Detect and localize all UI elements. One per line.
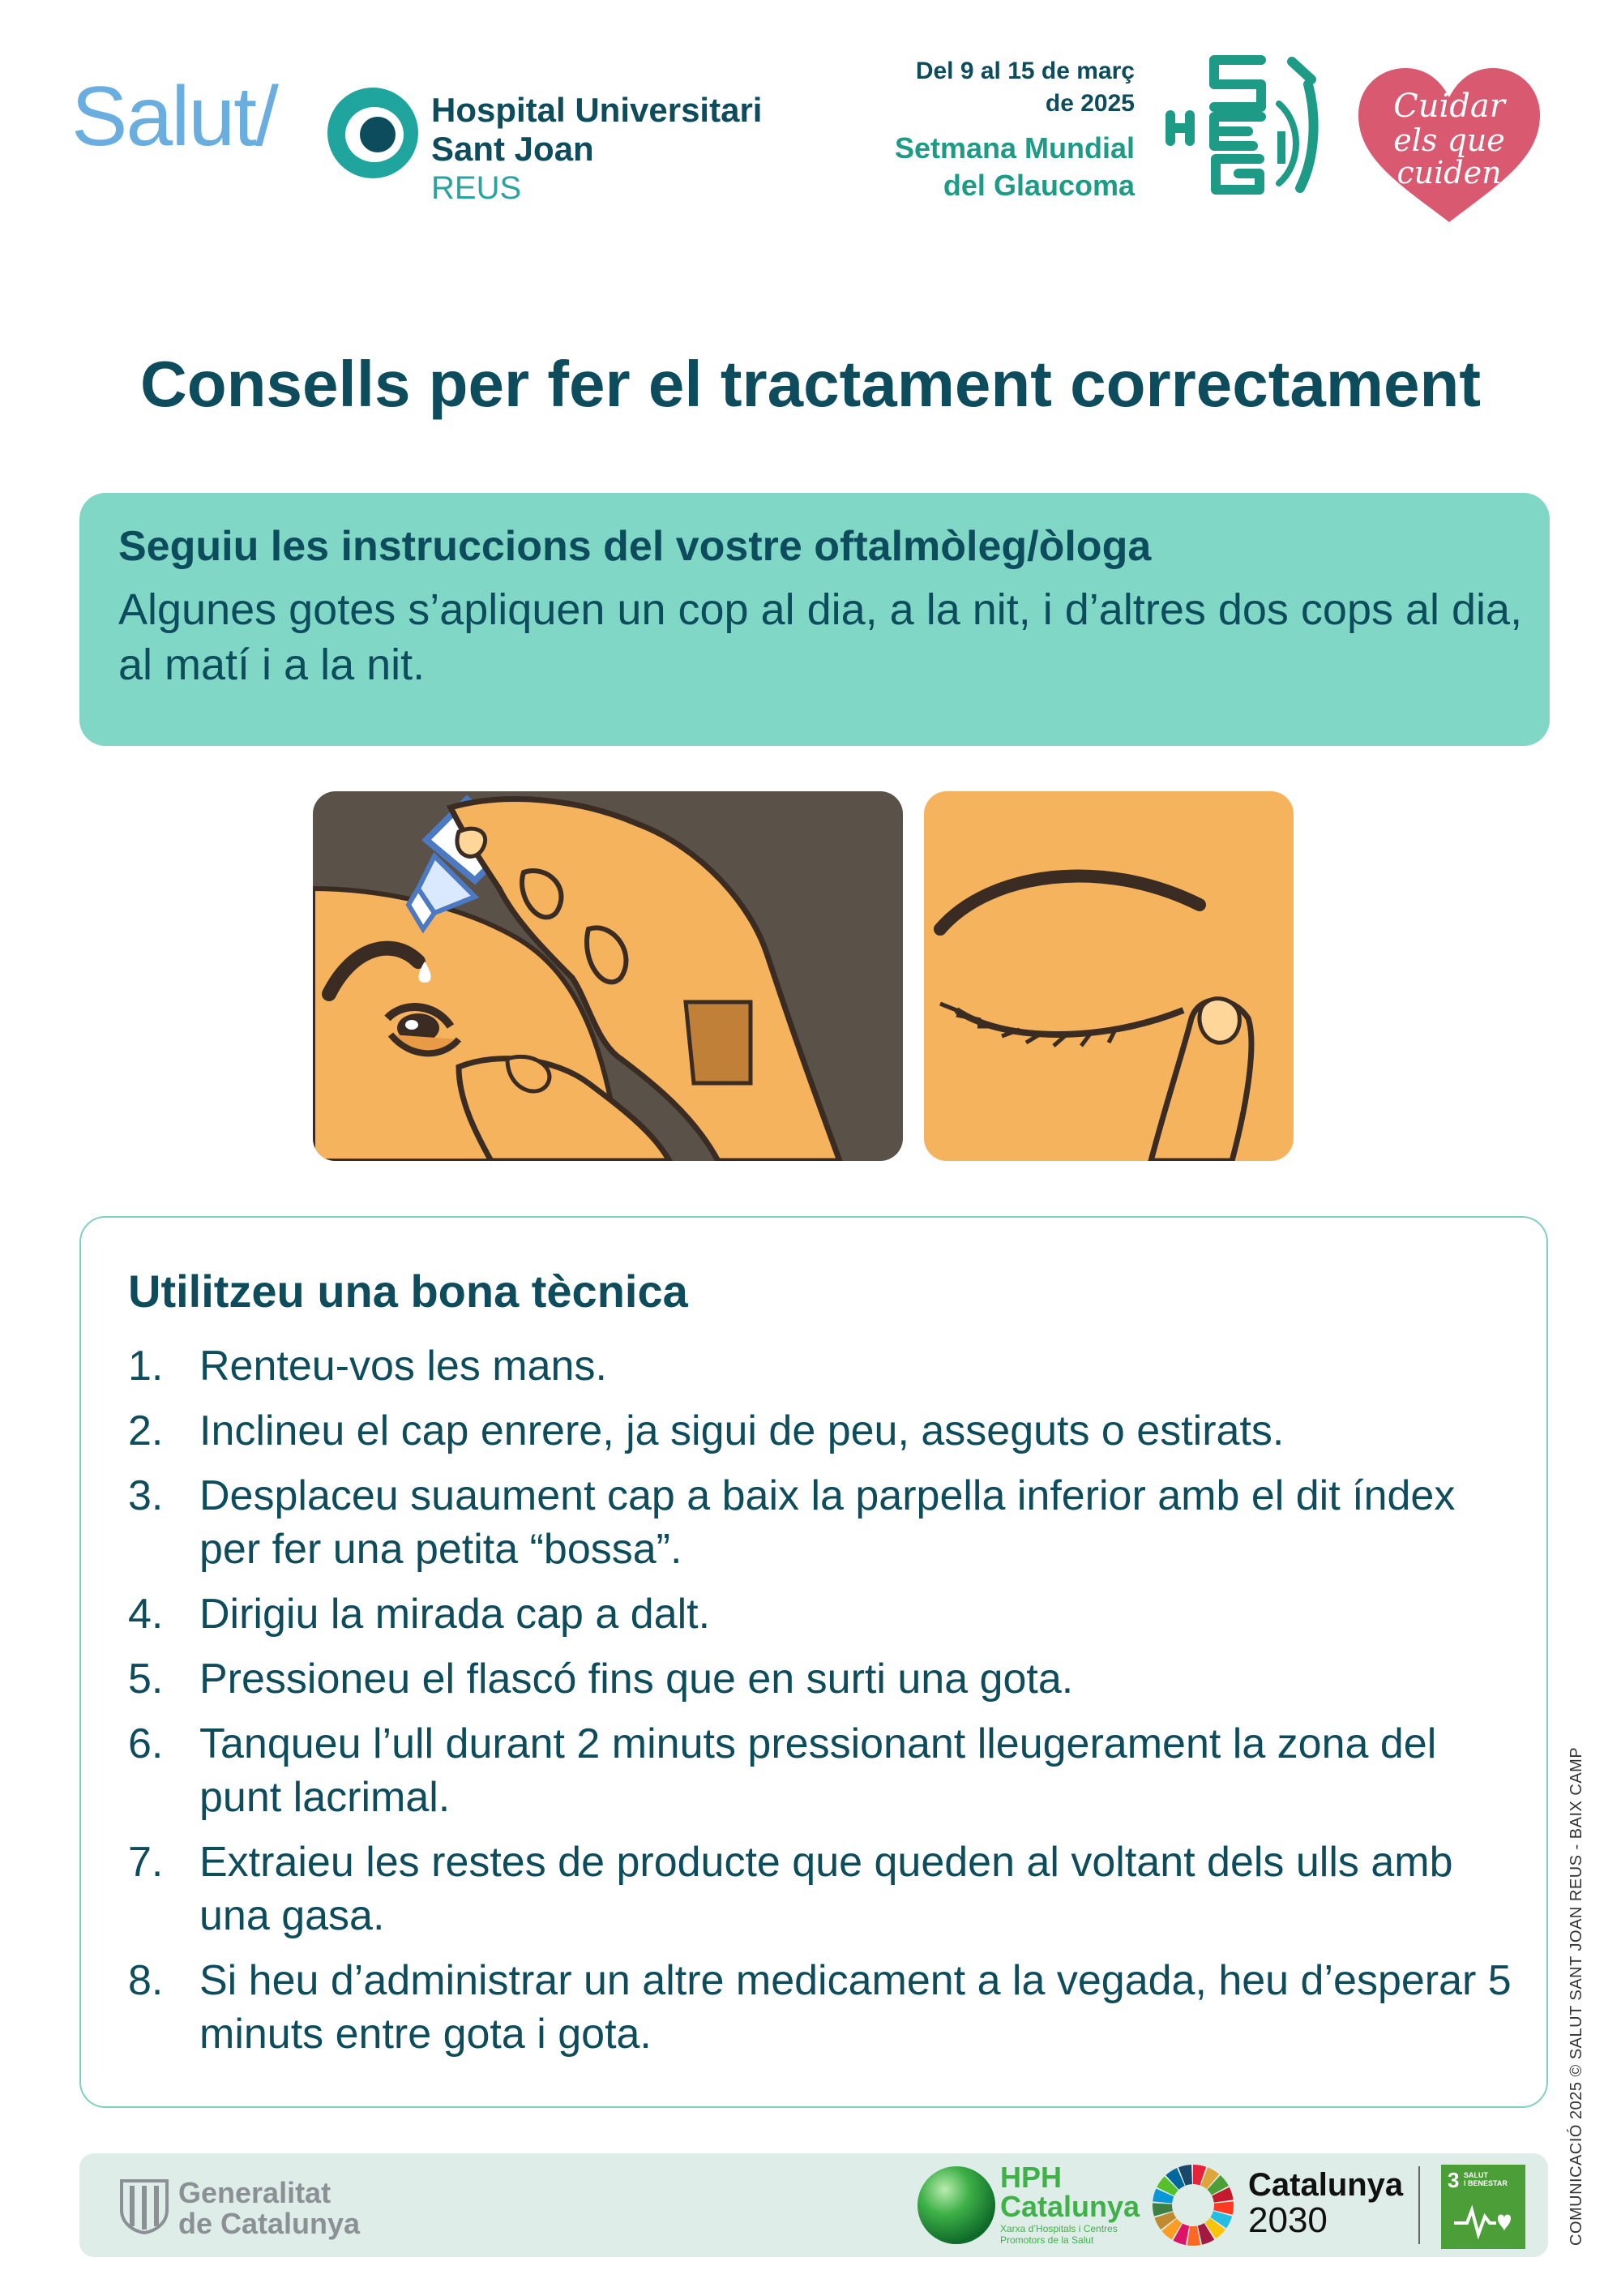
instructions-text: Algunes gotes s’apliquen un cop al dia, a la nit, i d’altres dos cops al dia, al matí i a la nit. <box>118 585 1523 689</box>
footer-logos <box>79 2153 1548 2257</box>
step-number: 7. <box>128 1839 164 1886</box>
list-item <box>128 1469 1522 1576</box>
eye-drop-illustration <box>313 791 903 1161</box>
sdg3-label-line1: SALUT <box>1464 2171 1488 2179</box>
generalitat-emblem-icon <box>118 2178 170 2234</box>
list-item <box>128 1339 1522 1393</box>
event-dates-line1: Del 9 al 15 de març <box>915 58 1135 84</box>
closed-eye-illustration <box>924 791 1294 1161</box>
technique-heading: Utilitzeu una bona tècnica <box>128 1266 688 1317</box>
step-number: 3. <box>128 1472 164 1519</box>
step-text: Desplaceu suaument cap a baix la parpella inferior amb el dit índex per fer una petita “bossa”. <box>199 1472 1456 1573</box>
hospital-eye-logo-icon <box>324 84 421 182</box>
hph-line1: HPH <box>1000 2161 1063 2194</box>
sdg-wheel-icon <box>1151 2163 1235 2247</box>
hospital-name-line2: Sant Joan <box>431 130 594 168</box>
hospital-city: REUS <box>431 170 522 206</box>
list-item <box>128 1954 1522 2061</box>
footer-divider <box>1418 2166 1420 2244</box>
step-number: 8. <box>128 1957 164 2004</box>
event-name-line1: Setmana Mundial <box>894 131 1135 165</box>
sdg3-badge <box>1441 2165 1525 2249</box>
hph-subtitle <box>1000 2223 1118 2246</box>
step-text: Inclineu el cap enrere, ja sigui de peu, asseguts o estirats. <box>199 1407 1285 1454</box>
step-text: Renteu-vos les mans. <box>199 1343 607 1390</box>
page-title: Consells per fer el tractament correctament <box>140 348 1481 420</box>
event-name <box>895 130 1135 204</box>
heart-text-line2: els que <box>1393 122 1505 158</box>
step-number: 2. <box>128 1407 164 1454</box>
instructions-box <box>79 493 1550 746</box>
heart-text-line1: Cuidar <box>1393 88 1505 125</box>
technique-steps-list <box>128 1339 1522 2072</box>
hph-sub-line1: Xarxa d’Hospitals i Centres <box>1000 2223 1118 2234</box>
step-number: 5. <box>128 1656 164 1703</box>
list-item <box>128 1717 1522 1824</box>
generalitat-text <box>178 2178 360 2239</box>
event-dates-line2: de 2025 <box>1045 90 1135 117</box>
sdg3-label-line2: I BENESTAR <box>1464 2179 1508 2187</box>
step-text: Tanqueu l’ull durant 2 minuts pressionant lleugerament la zona del punt lacrimal. <box>199 1720 1437 1821</box>
list-item <box>128 1404 1522 1458</box>
hph-sphere-icon <box>916 2165 997 2246</box>
step-number: 6. <box>128 1720 164 1767</box>
step-text: Si heu d’administrar un altre medicament a la vegada, heu d’esperar 5 minuts entre gota i gota. <box>199 1957 1512 2058</box>
step-number: 1. <box>128 1343 164 1390</box>
instructions-heading: Seguiu les instruccions del vostre oftalmòleg/òloga <box>118 523 1152 570</box>
step-number: 4. <box>128 1591 164 1638</box>
event-name-line2: del Glaucoma <box>943 169 1135 202</box>
seg-logo-icon <box>1157 50 1336 204</box>
heart-text-line3: cuiden <box>1396 155 1502 191</box>
list-item <box>128 1652 1522 1706</box>
hph-line2: Catalunya <box>1000 2190 1140 2223</box>
hospital-name-line1: Hospital Universitari <box>431 91 763 129</box>
catalunya-2030-year: 2030 <box>1248 2200 1328 2240</box>
generalitat-line1: Generalitat <box>178 2176 331 2209</box>
technique-box <box>79 1216 1548 2108</box>
list-item <box>128 1587 1522 1641</box>
salut-logo: Salut/ <box>71 70 277 164</box>
heartbeat-icon <box>1452 2202 1516 2239</box>
step-text: Extraieu les restes de producte que queden al voltant dels ulls amb una gasa. <box>199 1839 1453 1939</box>
step-text: Dirigiu la mirada cap a dalt. <box>199 1591 711 1638</box>
catalunya-2030-title: Catalunya <box>1248 2167 1404 2203</box>
hph-sub-line2: Promotors de la Salut <box>1000 2234 1094 2246</box>
sdg3-number: 3 <box>1448 2168 1460 2192</box>
step-text: Pressioneu el flascó fins que en surti una gota. <box>199 1656 1074 1703</box>
sdg3-label <box>1464 2171 1508 2187</box>
event-dates <box>916 55 1135 120</box>
generalitat-line2: de Catalunya <box>178 2207 361 2240</box>
heart-logo-icon <box>1352 63 1546 225</box>
hospital-name <box>431 91 762 208</box>
copyright-credit: COMUNICACIÓ 2025 © SALUT SANT JOAN REUS - BAIX CAMP <box>1568 1746 1585 2246</box>
list-item <box>128 1836 1522 1943</box>
hph-title <box>1000 2163 1140 2221</box>
